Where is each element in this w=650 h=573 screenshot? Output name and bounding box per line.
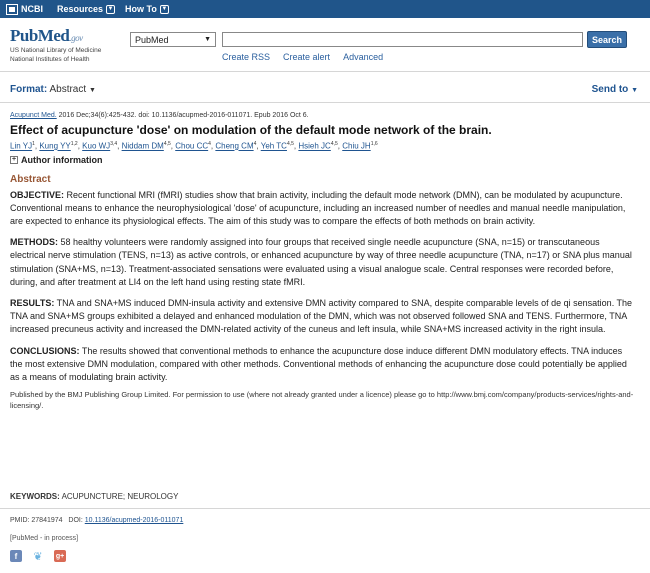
doi-link[interactable]: 10.1136/acupmed-2016-011071 <box>84 517 184 524</box>
advanced-link[interactable]: Advanced <box>343 52 384 62</box>
format-selector[interactable]: Format: Abstract ▼ <box>10 84 96 95</box>
affiliation-sup: 4 <box>253 141 257 147</box>
nih-line: National Institutes of Health <box>10 56 90 63</box>
search-input[interactable] <box>222 32 583 47</box>
affiliation-sup: 1 <box>32 141 35 147</box>
affiliation-sup: 1,2 <box>70 141 78 147</box>
author-link[interactable]: Chou CC <box>175 141 209 151</box>
author-list: Lin $YJ^1$, Kung YY$^{1,2}$, Kuo WJ$^{3,4}$, Niddam DM$^{4,5}$, Chou $CC^4$, Cheng $CM^4$, Yeh TC$^{4,5}$, Hsieh JC$^{4,5}$, Chiu JH$^{1,6}$ <box>10 141 378 151</box>
google-plus-icon[interactable]: g+ <box>54 550 66 562</box>
keywords: KEYWORDS: ACUPUNCTURE; NEUROLOGY <box>10 492 179 501</box>
affiliation-sup: 4 <box>208 141 211 147</box>
article-title: Effect of acupuncture 'dose' on modulation of the default mode network of the brain. <box>10 123 492 137</box>
author-information-toggle[interactable]: + Author information <box>11 154 103 165</box>
author-link[interactable]: Yeh TC <box>260 141 287 151</box>
affiliation-sup: 4,5 <box>330 141 338 147</box>
abstract-objective: OBJECTIVE: Recent functional MRI (fMRI) studies show that brain activity, including the default mode network (DMN), can be modulated by acupuncture. Conventional means to enhance the neurophysiological 'dose' of acupuncture, including an increased number of needles and manual needle manipulation, are expected to enhance its physiological effects. The aim of this study was to compare the effects of both methods on brain activity. <box>10 189 626 227</box>
howto-menu[interactable]: How To ▼ <box>125 4 168 14</box>
ncbi-logo-icon <box>6 4 18 15</box>
twitter-icon[interactable]: ❦ <box>33 550 43 563</box>
author-link[interactable]: Kuo WJ <box>82 141 111 151</box>
author-link[interactable]: Cheng CM <box>215 141 254 151</box>
chevron-down-icon: ▼ <box>88 87 96 94</box>
affiliation-sup: 4,5 <box>163 141 171 147</box>
database-select[interactable]: PubMed ▼ <box>130 32 216 47</box>
chevron-down-icon: ▼ <box>161 6 168 12</box>
create-rss-link[interactable]: Create RSS <box>222 52 271 62</box>
author-link[interactable]: Lin YJ <box>10 141 33 151</box>
chevron-down-icon: ▼ <box>204 36 211 43</box>
author-link[interactable]: Kung YY <box>39 141 71 151</box>
divider <box>0 102 650 103</box>
pubmed-logo[interactable]: PubMed.gov US National Library of Medicine National Institutes of Health <box>10 26 102 63</box>
author-link[interactable]: Niddam DM <box>121 141 164 151</box>
search-links <box>222 52 383 62</box>
pubmed-header <box>0 18 650 68</box>
journal-link[interactable]: Acupunct Med. <box>10 112 57 119</box>
social-share <box>10 550 66 562</box>
author-link[interactable]: Chiu JH <box>342 141 371 151</box>
abstract-heading: Abstract <box>10 173 51 185</box>
abstract-methods: METHODS: 58 healthy volunteers were randomly assigned into four groups that received single needle acupuncture (SNA, n=15) or transcutaneous electrical nerve stimulation (TENS, n=13) as active controls, or enhanced acupuncture by way of three needle acupuncture (TNA, n=17) or SNA plus manual stimulation (SNA+MS, n=13). Treatment-associated sensations were evaluated using a visual analogue scale. Central responses were recorded before, during, and after treatment at LI4 on the left hand using resting state fMRI. <box>10 237 632 287</box>
publisher-note: Published by the BMJ Publishing Group Limited. For permission to use (where not already granted under a licence) please go to http://www.bmj.com/company/products-services/rights-and-licensing/. <box>10 390 634 411</box>
nlm-line: US National Library of Medicine <box>10 47 102 54</box>
article-ids: PMID: 27841974 DOI: 10.1136/acupmed-2016-011071 <box>10 517 184 524</box>
divider <box>0 71 650 72</box>
create-alert-link[interactable]: Create alert <box>283 52 331 62</box>
search-button[interactable]: Search <box>587 31 627 48</box>
divider <box>0 508 650 509</box>
article-content <box>10 112 636 411</box>
affiliation-sup: 4,5 <box>286 141 294 147</box>
affiliation-sup: 3,4 <box>110 141 118 147</box>
abstract-results: RESULTS: TNA and SNA+MS induced DMN-insula activity and extensive DMN activity compared to SNA, despite comparable levels of de qi sensation. The TNA and SNA+MS groups exhibited a delayed and enhanced modulation of the DMN, which was not observed followed SNA and TENS. Furthermore, TNA increased precuneus activity and increased the DMN-related activity of the cuneus and left insula, while SNA+MS increased activity in the right insula. <box>10 298 633 335</box>
send-to-menu[interactable]: Send to ▼ <box>591 84 638 95</box>
resources-menu[interactable]: Resources ▼ <box>57 4 114 14</box>
expand-icon: + <box>11 156 17 164</box>
chevron-down-icon: ▼ <box>107 6 114 12</box>
facebook-icon[interactable]: f <box>10 550 22 562</box>
pubmed-status: [PubMed - in process] <box>10 535 79 542</box>
author-link[interactable]: Hsieh JC <box>298 141 331 151</box>
chevron-down-icon: ▼ <box>631 87 638 94</box>
abstract-conclusions: CONCLUSIONS: The results showed that conventional methods to enhance the acupuncture dose induce different DMN modulatory effects. TNA induces the most extensive DMN modulation, compared with other methods. Conventional methods of enhancing the acupuncture dose could potentially be applied as a means of modulating brain activity. <box>10 345 627 383</box>
affiliation-sup: 1,6 <box>370 141 378 147</box>
ncbi-top-bar <box>0 0 650 18</box>
citation-line: Acupunct Med. 2016 Dec;34(6):425-432. doi: 10.1136/acupmed-2016-011071. Epub 2016 Oct 6. <box>10 112 309 119</box>
ncbi-logo[interactable]: NCBI <box>6 4 43 15</box>
